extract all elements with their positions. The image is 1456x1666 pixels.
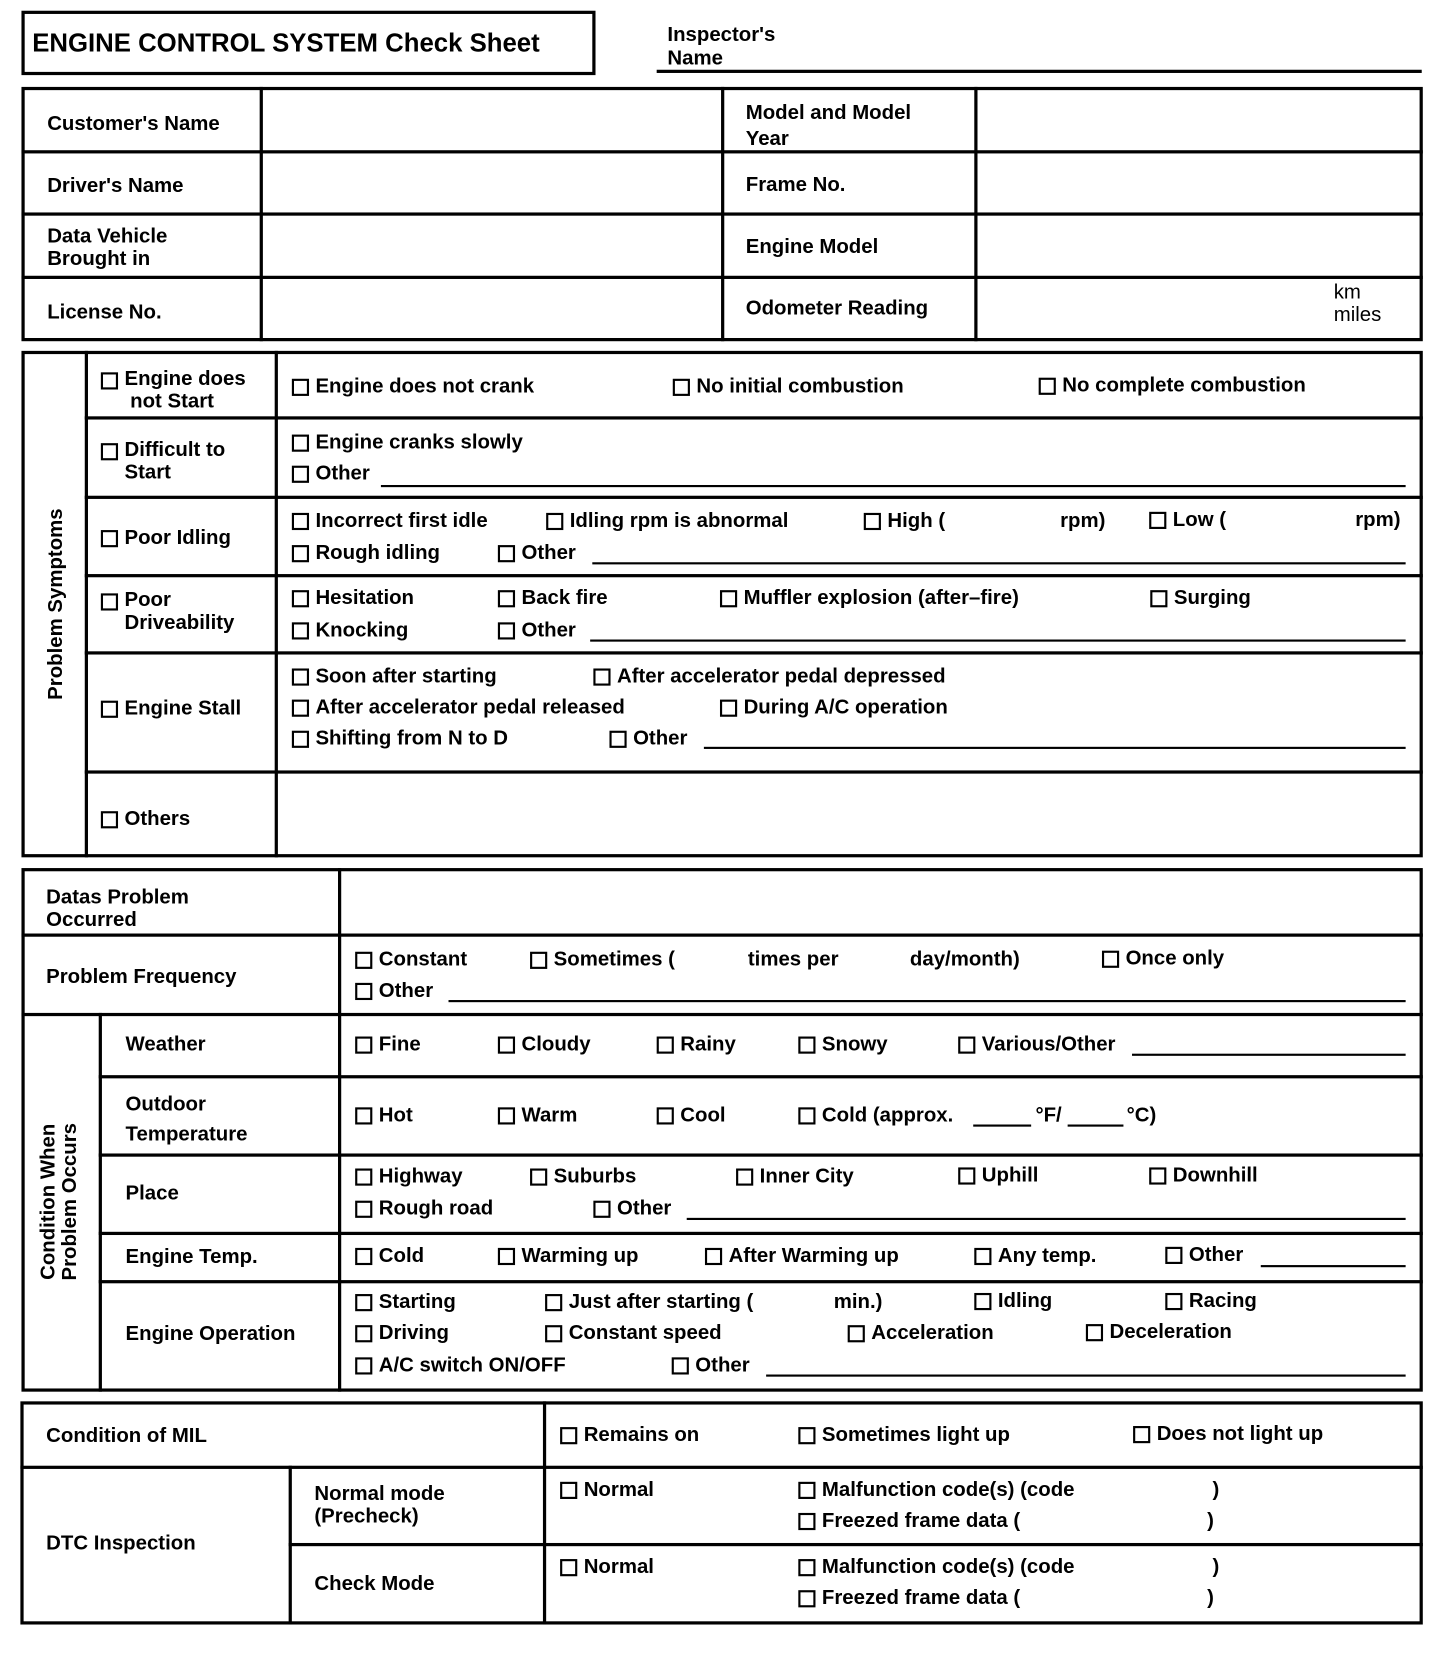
checkbox-item[interactable]: Downhill: [1149, 1164, 1258, 1188]
checkbox-item[interactable]: Fine: [355, 1033, 421, 1057]
odometer-label: Odometer Reading: [745, 297, 929, 320]
checkbox-icon[interactable]: [292, 545, 309, 562]
date-occurred-field[interactable]: [342, 872, 1418, 932]
checkbox-icon[interactable]: [1165, 1247, 1182, 1264]
rpm-label: rpm): [1355, 508, 1401, 532]
checkbox-icon[interactable]: [292, 622, 309, 639]
checkbox-icon[interactable]: [355, 1294, 372, 1311]
checkbox-item[interactable]: Idling rpm is abnormal: [546, 510, 788, 534]
checkbox-item[interactable]: Normal: [560, 1479, 654, 1503]
checkbox-icon[interactable]: [1149, 512, 1166, 529]
checkbox-item[interactable]: After accelerator pedal depressed: [593, 665, 945, 689]
engine-temp-label: Engine Temp.: [125, 1245, 258, 1269]
day-month-label: day/month): [909, 948, 1020, 972]
checkbox-item[interactable]: Sometimes light up: [798, 1424, 1010, 1448]
other-field[interactable]: [449, 1000, 1406, 1002]
model-year-field[interactable]: [979, 91, 1419, 149]
checkbox-icon[interactable]: [864, 513, 881, 530]
engine-operation-label: Engine Operation: [125, 1323, 296, 1346]
checkbox-item[interactable]: Rough road: [355, 1197, 493, 1221]
date-brought-label: Data Vehicle Brought in: [47, 225, 168, 271]
checkbox-icon[interactable]: [657, 1037, 674, 1054]
checkbox-icon[interactable]: [498, 545, 515, 562]
celsius-field[interactable]: [1068, 1125, 1124, 1127]
divider: [85, 574, 1423, 577]
checkbox-icon[interactable]: [292, 513, 309, 530]
checkbox-item[interactable]: Driving: [355, 1322, 449, 1346]
checkbox-item[interactable]: Low (: [1149, 509, 1226, 533]
checkbox-item[interactable]: Other: [672, 1354, 750, 1378]
checkbox-item[interactable]: Other: [609, 727, 687, 751]
driver-name-label: Driver's Name: [47, 174, 184, 198]
checkbox-icon[interactable]: [530, 1168, 547, 1185]
checkbox-item[interactable]: Idling: [974, 1290, 1052, 1314]
checkbox-icon[interactable]: [798, 1427, 815, 1444]
divider: [85, 416, 1423, 419]
other-field[interactable]: [687, 1218, 1406, 1220]
divider: [85, 770, 1423, 773]
frame-no-field[interactable]: [979, 153, 1419, 211]
checkbox-item[interactable]: Hesitation: [292, 587, 414, 611]
checkbox-item[interactable]: No complete combustion: [1039, 374, 1306, 398]
checkbox-icon[interactable]: [974, 1248, 991, 1265]
checkbox-item[interactable]: Sometimes (: [530, 949, 675, 973]
checkbox-icon[interactable]: [798, 1037, 815, 1054]
checkbox-icon[interactable]: [292, 731, 309, 748]
divider: [99, 1013, 102, 1392]
checkbox-item[interactable]: Warm: [498, 1104, 578, 1128]
outdoor-temp-label: Outdoor Temperature: [125, 1093, 248, 1146]
checkbox-icon[interactable]: [101, 372, 118, 389]
checkbox-item[interactable]: Other: [593, 1197, 671, 1221]
checkbox-item[interactable]: Highway: [355, 1165, 462, 1189]
checkbox-item[interactable]: Any temp.: [974, 1245, 1096, 1269]
checkbox-item[interactable]: After accelerator pedal released: [292, 696, 625, 720]
divider: [85, 496, 1423, 499]
checkbox-item[interactable]: Malfunction code(s) (code: [798, 1556, 1074, 1580]
divider: [85, 351, 88, 857]
checkbox-item[interactable]: Rough idling: [292, 542, 440, 566]
checkbox-item[interactable]: Hot: [355, 1104, 413, 1128]
divider: [99, 1075, 1423, 1078]
checkbox-icon[interactable]: [101, 443, 118, 460]
checkbox-item[interactable]: Once only: [1102, 947, 1224, 971]
checkbox-item[interactable]: Various/Other: [958, 1033, 1115, 1057]
checkbox-item[interactable]: Incorrect first idle: [292, 510, 488, 534]
checkbox-icon[interactable]: [593, 668, 610, 685]
fahrenheit-field[interactable]: [973, 1125, 1031, 1127]
checkbox-icon[interactable]: [498, 622, 515, 639]
checkbox-item[interactable]: Starting: [355, 1291, 456, 1315]
driver-name-field[interactable]: [264, 153, 720, 211]
customer-name-label: Customer's Name: [47, 112, 220, 136]
checkbox-item[interactable]: Malfunction code(s) (code: [798, 1479, 1074, 1503]
inspector-label: Inspector's Name: [667, 23, 776, 70]
checkbox-icon[interactable]: [101, 530, 118, 547]
other-field[interactable]: [766, 1375, 1406, 1377]
checkbox-icon[interactable]: [1039, 378, 1056, 395]
checkbox-item[interactable]: Engine does not crank: [292, 376, 534, 400]
condition-label: Condition When Problem Occurs: [37, 1123, 82, 1281]
check-mode-label: Check Mode: [314, 1573, 435, 1596]
checkbox-item[interactable]: Acceleration: [848, 1322, 994, 1346]
mil-label: Condition of MIL: [46, 1424, 207, 1448]
checkbox-icon[interactable]: [545, 1325, 562, 1342]
divider: [21, 934, 1422, 937]
customer-name-field[interactable]: [264, 91, 720, 149]
checkbox-item[interactable]: Engine cranks slowly: [292, 431, 523, 455]
checkbox-item[interactable]: Other: [1165, 1244, 1243, 1268]
rpm-label: rpm): [1060, 509, 1106, 533]
checkbox-item[interactable]: Other: [292, 462, 370, 486]
checkbox-icon[interactable]: [720, 700, 737, 717]
checkbox-icon[interactable]: [1086, 1324, 1103, 1341]
date-occurred-label: Datas Problem Occurred: [46, 886, 189, 932]
checkbox-item[interactable]: After Warming up: [705, 1245, 899, 1269]
paren-close: ): [1212, 1478, 1220, 1502]
other-field[interactable]: [381, 485, 1406, 487]
checkbox-icon[interactable]: [355, 1037, 372, 1054]
normal-mode-label: Normal mode (Precheck): [314, 1482, 445, 1528]
divider: [20, 1466, 1422, 1469]
odometer-field[interactable]: [979, 279, 1322, 338]
checkbox-icon[interactable]: [974, 1293, 991, 1310]
checkbox-icon[interactable]: [530, 952, 547, 969]
divider: [289, 1543, 1423, 1546]
checkbox-item[interactable]: High (: [864, 510, 945, 534]
divider: [99, 1232, 1423, 1235]
problem-symptoms-label: Problem Symptoms: [45, 508, 68, 700]
checkbox-item[interactable]: Cold: [355, 1245, 424, 1269]
checkbox-icon[interactable]: [292, 379, 309, 396]
checkbox-icon[interactable]: [593, 1201, 610, 1218]
checkbox-item[interactable]: Deceleration: [1086, 1321, 1232, 1345]
checkbox-item[interactable]: During A/C operation: [720, 696, 948, 720]
license-field[interactable]: [264, 279, 720, 338]
fahrenheit-unit: °F/: [1035, 1104, 1062, 1127]
dtc-label: DTC Inspection: [46, 1532, 196, 1555]
checkbox-icon[interactable]: [798, 1513, 815, 1530]
checkbox-icon[interactable]: [355, 1107, 372, 1124]
checkbox-icon[interactable]: [1133, 1426, 1150, 1443]
checkbox-engine-does-not-start[interactable]: Engine does not Start: [101, 368, 246, 413]
checkbox-icon[interactable]: [673, 379, 690, 396]
other-field[interactable]: [590, 640, 1405, 642]
checkbox-icon[interactable]: [705, 1248, 722, 1265]
checkbox-item[interactable]: Muffler explosion (after–fire): [720, 587, 1019, 611]
checkbox-engine-stall[interactable]: Engine Stall: [101, 697, 241, 721]
checkbox-item[interactable]: Freezed frame data (: [798, 1587, 1020, 1611]
checkbox-poor-driveability[interactable]: Poor Driveability: [101, 589, 235, 634]
checkbox-item[interactable]: Knocking: [292, 619, 408, 643]
checkbox-icon[interactable]: [720, 590, 737, 607]
checkbox-icon[interactable]: [560, 1559, 577, 1576]
checkbox-item[interactable]: Other: [498, 542, 576, 566]
checkbox-item[interactable]: Inner City: [736, 1165, 854, 1189]
place-label: Place: [125, 1182, 179, 1205]
checkbox-item[interactable]: Surging: [1150, 587, 1251, 611]
odometer-units: km miles: [1333, 281, 1382, 327]
min-label: min.): [833, 1290, 883, 1314]
checkbox-item[interactable]: Racing: [1165, 1290, 1257, 1314]
checkbox-item[interactable]: Snowy: [798, 1033, 887, 1057]
checkbox-icon[interactable]: [355, 1357, 372, 1374]
checkbox-item[interactable]: Soon after starting: [292, 665, 497, 689]
checkbox-item[interactable]: Other: [498, 619, 576, 643]
checkbox-icon[interactable]: [292, 668, 309, 685]
checkbox-icon[interactable]: [560, 1427, 577, 1444]
checkbox-icon[interactable]: [798, 1559, 815, 1576]
other-field[interactable]: [1132, 1054, 1406, 1056]
checkbox-icon[interactable]: [798, 1107, 815, 1124]
divider: [721, 87, 724, 341]
checkbox-icon[interactable]: [958, 1167, 975, 1184]
divider: [260, 87, 263, 341]
checkbox-item[interactable]: Normal: [560, 1556, 654, 1580]
checkbox-icon[interactable]: [1150, 590, 1167, 607]
checkbox-item[interactable]: No initial combustion: [673, 376, 904, 400]
model-year-label: Model and Model Year: [745, 101, 912, 151]
checkbox-icon[interactable]: [736, 1168, 753, 1185]
checkbox-icon[interactable]: [848, 1325, 865, 1342]
frequency-label: Problem Frequency: [46, 965, 237, 989]
divider: [99, 1153, 1423, 1156]
checkbox-icon[interactable]: [657, 1107, 674, 1124]
checkbox-icon[interactable]: [798, 1590, 815, 1607]
checkbox-item[interactable]: Does not light up: [1133, 1423, 1323, 1447]
checkbox-item[interactable]: Cold (approx.: [798, 1104, 953, 1128]
divider: [85, 651, 1423, 654]
times-per-label: times per: [747, 948, 839, 972]
checkbox-icon[interactable]: [498, 1107, 515, 1124]
checkbox-others[interactable]: Others: [101, 808, 190, 832]
checkbox-item[interactable]: Back fire: [498, 587, 608, 611]
paren-close: ): [1207, 1509, 1214, 1533]
divider: [543, 1401, 546, 1624]
checkbox-icon[interactable]: [498, 1248, 515, 1265]
checkbox-icon[interactable]: [355, 1201, 372, 1218]
frame-no-label: Frame No.: [745, 173, 846, 197]
date-brought-field[interactable]: [264, 216, 720, 275]
checkbox-poor-idling[interactable]: Poor Idling: [101, 527, 231, 551]
checkbox-icon[interactable]: [672, 1357, 689, 1374]
checkbox-icon[interactable]: [292, 466, 309, 483]
divider: [338, 868, 341, 1392]
checkbox-difficult-to-start[interactable]: Difficult to Start: [101, 439, 225, 484]
checkbox-item[interactable]: Freezed frame data (: [798, 1510, 1020, 1534]
checkbox-item[interactable]: Just after starting (: [545, 1291, 753, 1315]
divider: [275, 351, 278, 857]
checkbox-icon[interactable]: [355, 1168, 372, 1185]
checkbox-icon[interactable]: [958, 1037, 975, 1054]
paren-close: ): [1212, 1555, 1220, 1579]
checkbox-icon[interactable]: [1102, 951, 1119, 968]
celsius-unit: °C): [1126, 1104, 1157, 1127]
checkbox-item[interactable]: Other: [355, 980, 433, 1004]
checkbox-icon[interactable]: [355, 983, 372, 1000]
checkbox-item[interactable]: Rainy: [657, 1033, 736, 1057]
checkbox-item[interactable]: Shifting from N to D: [292, 727, 508, 751]
other-field[interactable]: [592, 562, 1405, 564]
checkbox-icon[interactable]: [545, 1294, 562, 1311]
checkbox-item[interactable]: Constant speed: [545, 1322, 722, 1346]
divider: [974, 87, 977, 341]
other-field[interactable]: [1261, 1265, 1406, 1267]
weather-label: Weather: [125, 1033, 206, 1056]
paren-close: ): [1207, 1586, 1214, 1610]
checkbox-item[interactable]: Cool: [657, 1104, 726, 1128]
inspector-name-field[interactable]: [657, 70, 1422, 73]
checkbox-icon[interactable]: [292, 700, 309, 717]
checkbox-item[interactable]: Uphill: [958, 1164, 1038, 1188]
checkbox-icon[interactable]: [546, 513, 563, 530]
checkbox-icon[interactable]: [498, 590, 515, 607]
checkbox-icon[interactable]: [292, 590, 309, 607]
checkbox-icon[interactable]: [355, 1325, 372, 1342]
engine-model-field[interactable]: [979, 216, 1419, 275]
checkbox-icon[interactable]: [798, 1482, 815, 1499]
checkbox-icon[interactable]: [101, 593, 118, 610]
checkbox-icon[interactable]: [609, 731, 626, 748]
checkbox-item[interactable]: Suburbs: [530, 1165, 636, 1189]
other-field[interactable]: [704, 747, 1406, 749]
page-title: ENGINE CONTROL SYSTEM Check Sheet: [32, 28, 540, 58]
checkbox-icon[interactable]: [498, 1037, 515, 1054]
engine-model-label: Engine Model: [745, 236, 879, 259]
checkbox-item[interactable]: Remains on: [560, 1424, 699, 1448]
checkbox-item[interactable]: A/C switch ON/OFF: [355, 1354, 566, 1378]
checkbox-icon[interactable]: [1149, 1167, 1166, 1184]
checkbox-item[interactable]: Cloudy: [498, 1033, 591, 1057]
checkbox-icon[interactable]: [101, 811, 118, 828]
checkbox-icon[interactable]: [101, 701, 118, 718]
checkbox-item[interactable]: Constant: [355, 949, 467, 973]
divider: [21, 1013, 1422, 1016]
divider: [99, 1280, 1423, 1283]
checkbox-icon[interactable]: [560, 1482, 577, 1499]
checkbox-icon[interactable]: [1165, 1293, 1182, 1310]
checkbox-icon[interactable]: [292, 435, 309, 452]
checkbox-icon[interactable]: [355, 952, 372, 969]
checkbox-item[interactable]: Warming up: [498, 1245, 639, 1269]
others-field[interactable]: [279, 775, 1419, 854]
checkbox-icon[interactable]: [355, 1248, 372, 1265]
license-label: License No.: [47, 301, 162, 325]
